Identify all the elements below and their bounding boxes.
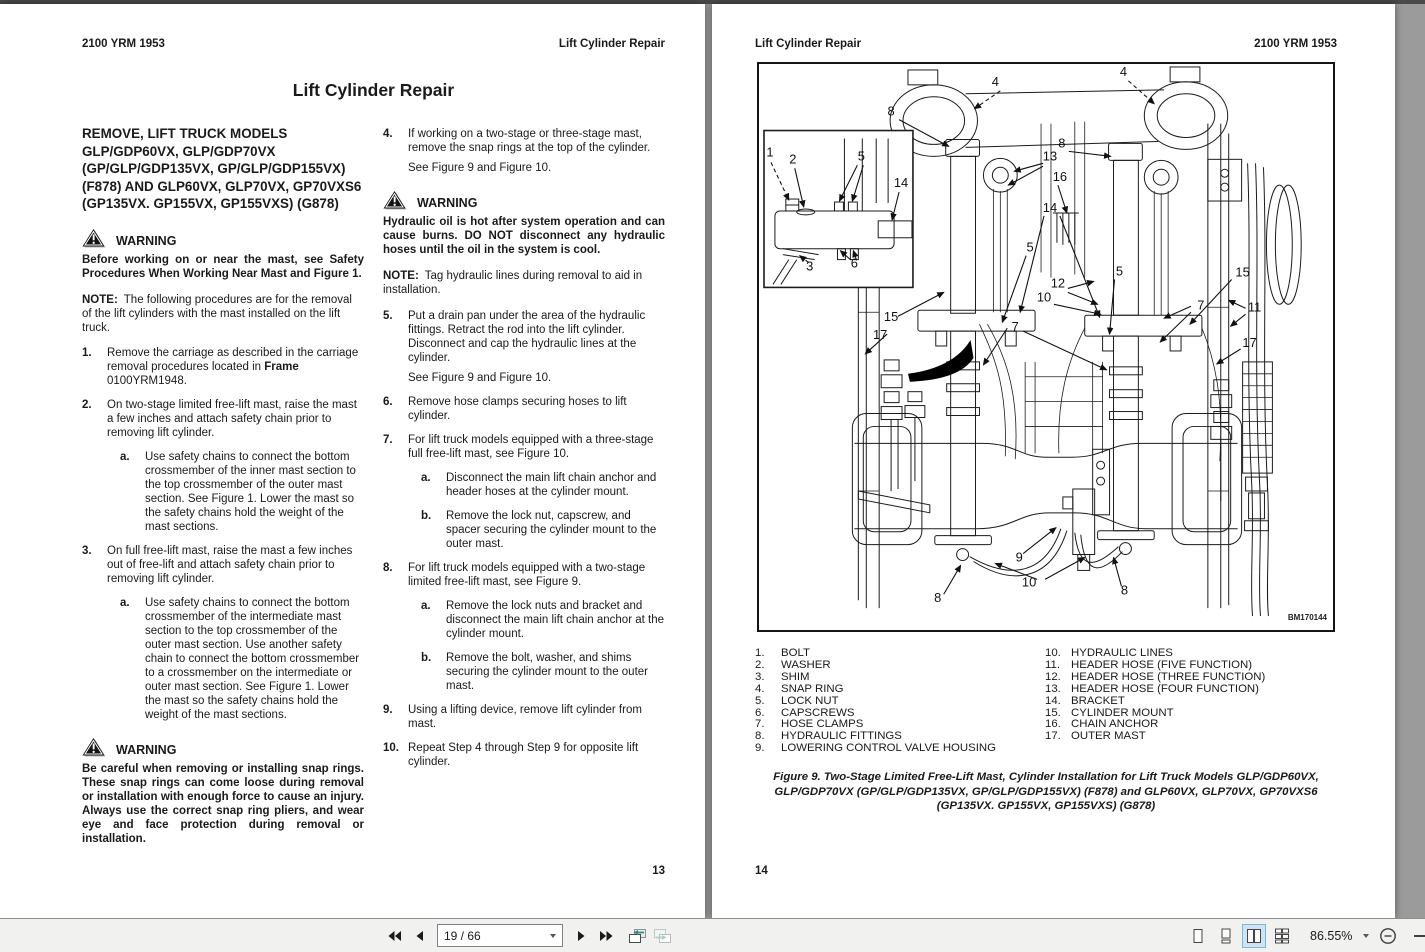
- warning-triangle-icon: [82, 228, 106, 248]
- part-item: 15. CYLINDER MOUNT: [1045, 706, 1174, 719]
- part-item: 16. CHAIN ANCHOR: [1045, 718, 1159, 731]
- warning-label: WARNING: [417, 196, 478, 210]
- step-number: 2.: [82, 399, 92, 411]
- continuous-view-button[interactable]: [1214, 924, 1238, 948]
- part-item: 14. BRACKET: [1045, 694, 1125, 707]
- substep-letter: a.: [421, 471, 431, 484]
- two-page-continuous-view-button[interactable]: [1270, 924, 1294, 948]
- figure-callout: 12: [1050, 275, 1066, 291]
- step-number: 3.: [82, 545, 92, 557]
- first-page-button[interactable]: [383, 924, 405, 948]
- procedure-step: [82, 346, 364, 388]
- figure-callout: 11: [1247, 299, 1262, 315]
- substep-text: Disconnect the main lift chain anchor and header hoses at the cylinder mount.: [446, 471, 657, 498]
- part-item: 2. WASHER: [755, 658, 831, 671]
- procedure-step: [82, 398, 364, 440]
- zoom-out-button[interactable]: [1377, 924, 1399, 948]
- section-heading: REMOVE, LIFT TRUCK MODELS GLP/GDP60VX, GLP/GDP70VX (GP/GLP/GDP135VX, GP/GLP/GDP155VX) (F878) AND GLP60VX, GLP70VX, GP70VXS6 (GP135VX. GP155VX, GP155VXS) (G878): [82, 126, 362, 211]
- see-reference: See Figure 9 and Figure 10.: [408, 371, 552, 384]
- note-label: NOTE:: [82, 293, 118, 306]
- step-number: 7.: [383, 433, 393, 446]
- substep-text: Remove the bolt, washer, and shims securing the cylinder mount to the outer mast.: [446, 651, 649, 692]
- two-page-view-button[interactable]: [1242, 924, 1266, 948]
- figure-callout: 6: [850, 255, 858, 271]
- step-text-part: Remove the carriage as described in the carriage removal procedures located in: [107, 347, 359, 373]
- step-number: 1.: [82, 347, 92, 359]
- zoom-level: 86.55%: [1310, 928, 1353, 943]
- previous-view-icon: [628, 928, 647, 944]
- step-text-part: 0100YRM1948.: [107, 375, 187, 387]
- next-view-button[interactable]: [651, 924, 673, 948]
- last-page-button[interactable]: [595, 924, 617, 948]
- page-dropdown-caret[interactable]: [550, 934, 556, 938]
- parts-legend: [755, 648, 1395, 755]
- step-text: Remove hose clamps securing hoses to lift cylinder.: [408, 395, 627, 422]
- next-view-icon: [653, 928, 672, 944]
- page-header: [755, 38, 1337, 50]
- procedure-step: [383, 127, 665, 175]
- substep-text: Remove the lock nut, capscrew, and spacer securing the cylinder mount to the outer mast.: [446, 509, 657, 550]
- step-number: 10.: [383, 741, 399, 754]
- procedure-step: [383, 741, 665, 769]
- step-number: 8.: [383, 561, 393, 574]
- previous-page-button[interactable]: [408, 924, 430, 948]
- warning-heading: [82, 737, 364, 757]
- zoom-out-icon: [1379, 927, 1397, 945]
- header-doc-code: 2100 YRM 1953: [1254, 38, 1337, 50]
- two-page-view-icon: [1246, 928, 1262, 944]
- part-item: 8. HYDRAULIC FITTINGS: [755, 730, 902, 743]
- step-number: 6.: [383, 395, 393, 408]
- warning-text: Before working on or near the mast, see Safety Procedures When Working Near Mast and Figure 1.: [82, 253, 364, 280]
- step-number: 4.: [383, 128, 393, 140]
- figure-callout: 4: [1119, 64, 1128, 79]
- figure-callout: 5: [857, 148, 865, 164]
- figure-callout: 15: [1235, 264, 1250, 280]
- header-section-title: Lift Cylinder Repair: [755, 38, 862, 50]
- figure-callout: 14: [893, 175, 909, 191]
- column-left: [82, 121, 364, 858]
- figure-callout: 3: [806, 258, 814, 274]
- substep-text: Use safety chains to connect the bottom crossmember of the intermediate mast section to the top crossmember of the outer mast section. Use another safety chain to connect the bottom crossmember to a crossmember on the intermediate or outer mast section. See Figure 1. Lower the mast so the safety chains hold the weight of the mast sections.: [145, 597, 360, 721]
- substep-letter: a.: [421, 599, 431, 612]
- warning-text: Hydraulic oil is hot after system operation and can cause burns. DO NOT disconnect any hydraulic hoses until the oil in the system is cool.: [383, 216, 665, 256]
- warning-heading: [383, 190, 665, 210]
- substep-letter: b.: [421, 651, 432, 664]
- step-text: [107, 346, 364, 388]
- procedure-step: [383, 395, 665, 423]
- procedure-step: [383, 309, 665, 385]
- part-item: 17. OUTER MAST: [1045, 730, 1146, 743]
- part-item: 5. LOCK NUT: [755, 694, 839, 707]
- warning-label: WARNING: [116, 233, 177, 248]
- procedure-substep: [383, 651, 665, 693]
- figure-callout: 1: [766, 144, 774, 160]
- procedure-step: [82, 544, 364, 586]
- previous-page-icon: [415, 930, 424, 942]
- substep-letter: a.: [120, 597, 130, 609]
- part-item: 3. SHIM: [755, 670, 810, 683]
- warning-triangle-icon: [82, 737, 106, 757]
- figure-callout: 17: [873, 327, 888, 343]
- figure-callout: 2: [789, 151, 797, 167]
- page-header: [82, 38, 665, 50]
- procedure-substep: [82, 450, 364, 534]
- note-label: NOTE:: [383, 270, 419, 282]
- procedure-step: [383, 703, 665, 731]
- figure-9-technical-diagram: [757, 62, 1335, 632]
- warning-triangle-icon: [383, 190, 407, 210]
- procedure-substep: [383, 509, 665, 551]
- step-text: Repeat Step 4 through Step 9 for opposite lift cylinder.: [408, 741, 639, 768]
- warning-label: WARNING: [116, 743, 177, 757]
- note-text: Tag hydraulic lines during removal to aid in installation.: [383, 270, 643, 296]
- figure-callout: 10: [1036, 289, 1052, 305]
- substep-letter: b.: [421, 509, 432, 522]
- step-text: For lift truck models equipped with a three-stage full free-lift mast, see Figure 10.: [408, 433, 654, 460]
- header-doc-code: 2100 YRM 1953: [82, 38, 165, 50]
- note-paragraph: [383, 269, 665, 297]
- header-section-title: Lift Cylinder Repair: [558, 38, 665, 50]
- note-paragraph: [82, 293, 364, 335]
- substep-text: Use safety chains to connect the bottom crossmember of the inner mast section to the top crossmember of the outer mast section. See Figure 1. Lower the mast so the safety chains hold the weight of the mast sections.: [145, 451, 356, 533]
- zoom-slider[interactable]: [1414, 935, 1425, 937]
- pdf-toolbar: [0, 918, 1425, 952]
- step-text-part: If working on a two-stage or three-stage mast, remove the snap rings at the top of the cylinder.: [408, 128, 651, 154]
- part-item: 4. SNAP RING: [755, 682, 844, 695]
- page-title: Lift Cylinder Repair: [292, 80, 455, 100]
- step-number: 9.: [383, 703, 393, 716]
- figure-callout: 14: [1042, 199, 1058, 215]
- parts-list-column-2: [1045, 648, 1265, 755]
- step-text: On full free-lift mast, raise the mast a few inches out of free-lift and attach safety chain prior to removing lift cylinder.: [107, 545, 353, 585]
- document-page-14: [712, 4, 1395, 918]
- figure-callout: 9: [1015, 549, 1023, 565]
- column-right: [383, 121, 665, 858]
- page-navigation-group: [383, 919, 673, 952]
- figure-callout: 5: [1115, 263, 1124, 279]
- step-text: On two-stage limited free-lift mast, raise the mast a few inches and attach safety chain prior to removing lift cylinder.: [107, 399, 357, 439]
- first-page-icon: [387, 930, 402, 942]
- page-number: 13: [652, 865, 665, 877]
- note-text: The following procedures are for the removal of the lift cylinders with the mast installed on the lift truck.: [82, 293, 352, 334]
- warning-text: Be careful when removing or installing snap rings. These snap rings can come loose during removal or installation with enough force to cause an injury. Always use the correct snap ring pliers, and wear eye and face protection during removal or installation.: [82, 763, 364, 845]
- view-zoom-group: [1186, 919, 1425, 952]
- step-text: Using a lifting device, remove lift cylinder from mast.: [408, 703, 642, 730]
- previous-view-button[interactable]: [626, 924, 648, 948]
- step-text-bold: Frame: [264, 361, 299, 373]
- figure-caption: Figure 9. Two-Stage Limited Free-Lift Mast, Cylinder Installation for Lift Truck Models GLP/GDP60VX, GLP/GDP70VX (GP/GLP/GDP135VX, GP/GLP/GDP155VX) (F878) and GLP60VX, GLP70VX, GP70VXS6 (GP135VX. GP155VX, GP155VXS) (G878): [773, 771, 1319, 813]
- two-page-continuous-view-icon: [1274, 928, 1290, 944]
- substep-letter: a.: [120, 451, 130, 463]
- part-item: 9. LOWERING CONTROL VALVE HOUSING: [755, 742, 996, 755]
- part-item: 10. HYDRAULIC LINES: [1045, 647, 1173, 659]
- zoom-dropdown-caret[interactable]: [1363, 934, 1369, 938]
- step-text: For lift truck models equipped with a two-stage limited free-lift mast, see Figure 9.: [408, 561, 646, 588]
- procedure-substep: [383, 471, 665, 499]
- figure-callout: 8: [934, 590, 942, 606]
- procedure-substep: [383, 599, 665, 641]
- step-text: [408, 309, 665, 385]
- figure-callout: 15: [883, 309, 899, 325]
- parts-list-column-1: [755, 648, 1045, 755]
- figure-callout: 8: [887, 103, 895, 119]
- procedure-step: [383, 561, 665, 589]
- mast-cylinder-drawing: [759, 64, 1333, 630]
- figure-callout: 16: [1052, 169, 1068, 185]
- part-item: 6. CAPSCREWS: [755, 706, 855, 719]
- procedure-step: [383, 433, 665, 461]
- page-indicator: 19 / 66: [444, 928, 481, 943]
- page-number-box[interactable]: [437, 924, 563, 947]
- last-page-icon: [599, 930, 614, 942]
- substep-text: Remove the lock nuts and bracket and disconnect the main lift chain anchor at the cylinder mount.: [446, 599, 664, 640]
- single-page-view-button[interactable]: [1186, 924, 1210, 948]
- warning-heading: [82, 228, 364, 248]
- part-item: 11. HEADER HOSE (FIVE FUNCTION): [1045, 658, 1252, 671]
- figure-callout: 13: [1042, 148, 1058, 164]
- document-page-13: [0, 4, 705, 918]
- step-number: 5.: [383, 309, 393, 322]
- two-column-text: [82, 121, 665, 858]
- part-item: 7. HOSE CLAMPS: [755, 718, 864, 731]
- part-item: 13. HEADER HOSE (FOUR FUNCTION): [1045, 682, 1259, 695]
- figure-code: BM170144: [1287, 613, 1327, 622]
- figure-callout: 7: [1197, 297, 1205, 313]
- figure-callout: 7: [1011, 319, 1019, 335]
- next-page-icon: [577, 930, 586, 942]
- next-page-button[interactable]: [570, 924, 592, 948]
- figure-callout: 5: [1026, 239, 1034, 255]
- continuous-view-icon: [1218, 928, 1234, 944]
- part-item: 1. BOLT: [755, 647, 810, 659]
- single-page-view-icon: [1190, 928, 1206, 944]
- figure-callout: 10: [1021, 574, 1037, 590]
- figure-callout: 4: [991, 73, 999, 89]
- page-number: 14: [755, 865, 768, 877]
- figure-callout: 8: [1120, 582, 1129, 598]
- see-reference: See Figure 9 and Figure 10.: [408, 162, 552, 174]
- part-item: 12. HEADER HOSE (THREE FUNCTION): [1045, 670, 1266, 683]
- figure-callout: 17: [1242, 335, 1257, 350]
- figure-callout: 8: [1058, 135, 1066, 151]
- step-text: [408, 127, 665, 175]
- step-text-part: Put a drain pan under the area of the hydraulic fittings. Retract the rod into the lift cylinder. Disconnect and cap the hydraulic lines at the cylinder.: [408, 309, 646, 364]
- procedure-substep: [82, 596, 364, 722]
